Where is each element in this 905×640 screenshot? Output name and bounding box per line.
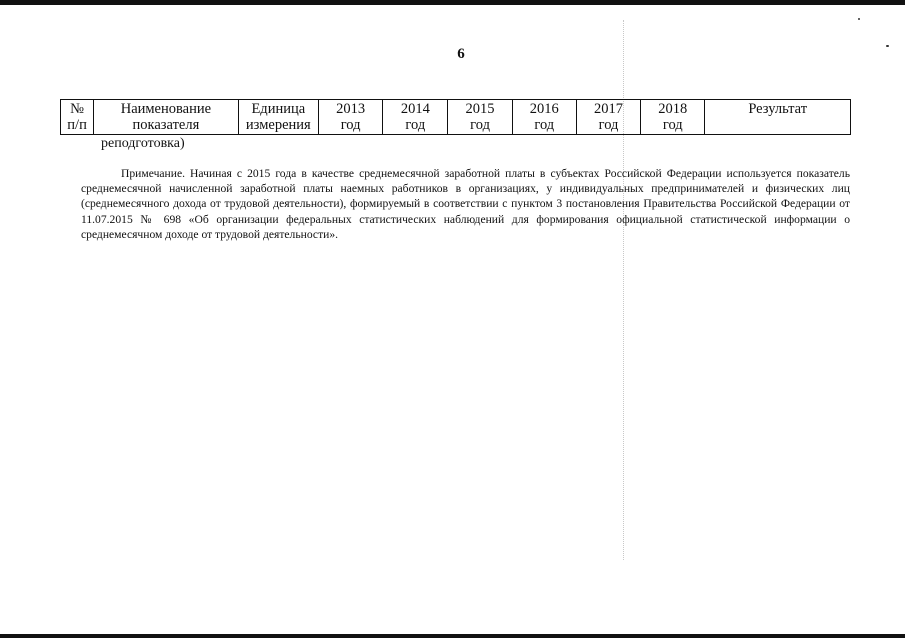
top-border-rule <box>0 0 905 5</box>
column-header-year-2013: 2013 год <box>318 100 382 135</box>
column-header-year-2017: 2017 год <box>576 100 640 135</box>
column-header-unit: Единица измерения <box>238 100 318 135</box>
footnote-paragraph: Примечание. Начиная с 2015 года в качестве среднемесячной заработной платы в субъектах Российской Федерации используется показатель среднемесячной начисленной заработной платы наемных работников в организациях, у индивидуальных предпринимателей и физических лиц (среднемесячного дохода от трудовой деятельности), формируемый в соответствии с пунктом 3 постановления Правительства Российской Федерации от 11.07.2015 № 698 «Об организации федеральных статистических наблюдений для формирования официальной статистической информации о среднемесячном доходе от трудовой деятельности». <box>81 167 850 241</box>
continued-cell-text: реподготовка) <box>101 136 185 151</box>
scan-speck <box>886 45 889 47</box>
column-header-year-2015: 2015 год <box>448 100 512 135</box>
bottom-border-rule <box>0 634 905 638</box>
column-header-year-2016: 2016 год <box>512 100 576 135</box>
page-number: 6 <box>457 46 465 62</box>
column-header-indicator-name: Наименование показателя <box>94 100 239 135</box>
column-header-year-2018: 2018 год <box>641 100 705 135</box>
column-header-year-2014: 2014 год <box>383 100 448 135</box>
indicator-table-header <box>60 99 851 135</box>
scan-speck <box>858 18 860 20</box>
column-header-result: Результат <box>705 100 851 135</box>
column-header-number: № п/п <box>61 100 94 135</box>
